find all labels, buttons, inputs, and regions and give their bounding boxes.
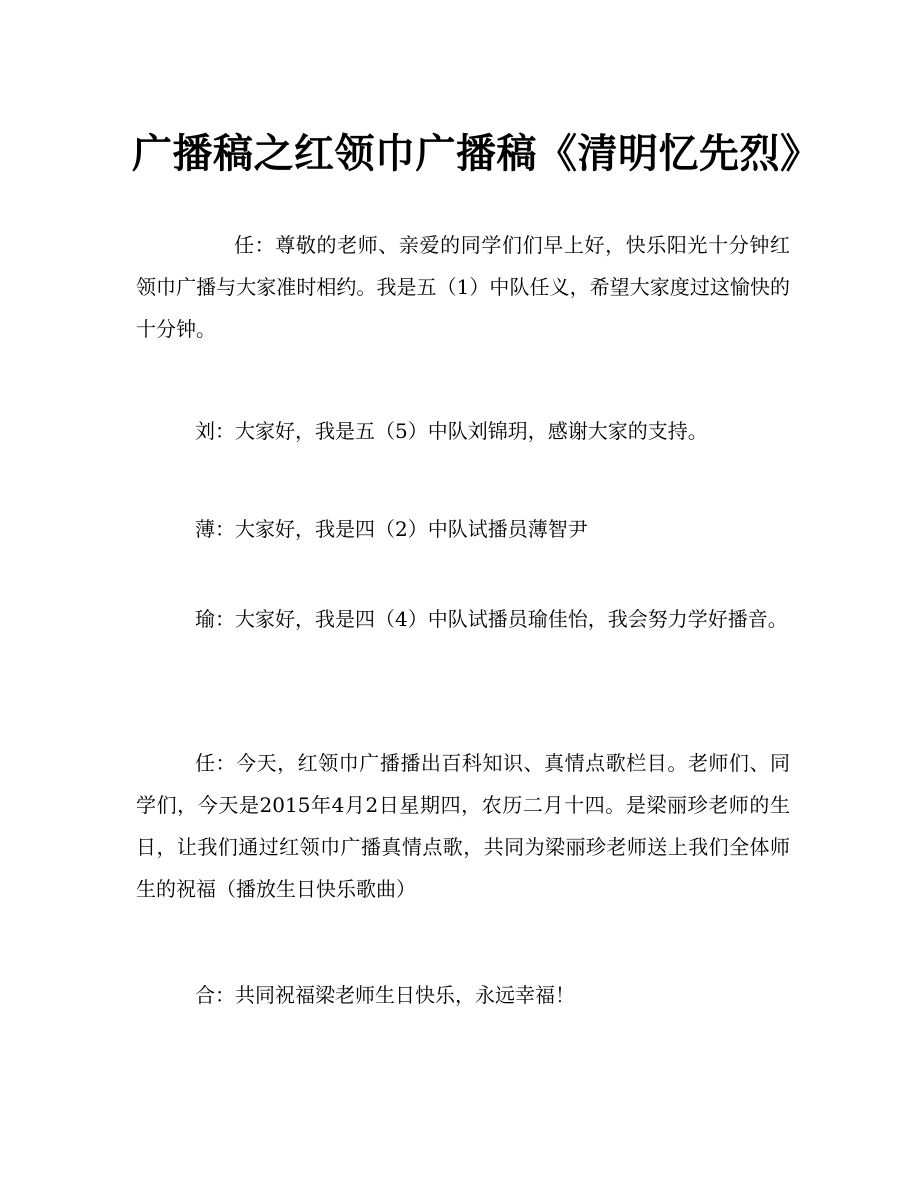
paragraph-together: 合：共同祝福梁老师生日快乐，永远幸福！ [195, 983, 575, 1007]
paragraph-liu: 刘：大家好，我是五（5）中队刘锦玥，感谢大家的支持。 [195, 419, 708, 443]
paragraph-bo: 薄：大家好，我是四（2）中队试播员薄智尹 [195, 517, 588, 541]
paragraph-yu: 瑜：大家好，我是四（4）中队试播员瑜佳怡，我会努力学好播音。 [195, 607, 788, 631]
paragraph-ren-today: 任：今天，红领巾广播播出百科知识、真情点歌栏目。老师们、同学们，今天是2015年4月2日星期四，农历二月十四。是梁丽珍老师的生日，让我们通过红领巾广播真情点歌，共同为梁丽珍老师送上我们全体师生的祝福（播放生日快乐歌曲） [136, 751, 790, 901]
document-title: 广播稿之红领巾广播稿《清明忆先烈》 [132, 130, 821, 177]
paragraph-opening: 任：尊敬的老师、亲爱的同学们们早上好，快乐阳光十分钟红领巾广播与大家准时相约。我是五（1）中队任义，希望大家度过这愉快的十分钟。 [136, 233, 790, 341]
